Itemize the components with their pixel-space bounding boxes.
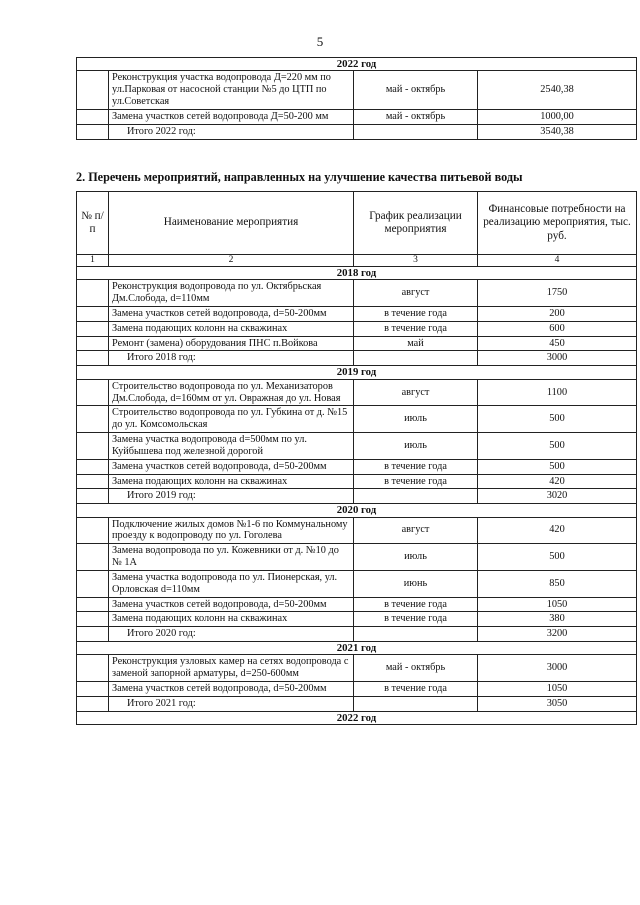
table-row bbox=[77, 321, 637, 336]
measure-name: Замена участков сетей водопровода, d=50-200мм bbox=[109, 682, 354, 697]
measure-name: Замена подающих колонн на скважинах bbox=[109, 321, 354, 336]
table-row bbox=[77, 682, 637, 697]
row-number bbox=[77, 696, 109, 711]
measure-amount: 600 bbox=[478, 321, 637, 336]
measure-amount: 500 bbox=[478, 433, 637, 460]
year-row bbox=[77, 642, 637, 655]
column-number-row bbox=[77, 255, 637, 267]
total-spacer bbox=[354, 696, 478, 711]
year-row bbox=[77, 266, 637, 279]
section-title: 2. Перечень мероприятий, направленных на улучшение качества питьевой воды bbox=[76, 170, 523, 184]
total-label: Итого 2022 год: bbox=[109, 124, 354, 139]
measure-amount: 500 bbox=[478, 406, 637, 433]
measure-period: в течение года bbox=[354, 682, 478, 697]
row-number bbox=[77, 627, 109, 642]
row-number bbox=[77, 124, 109, 139]
measure-amount: 1050 bbox=[478, 597, 637, 612]
row-number bbox=[77, 570, 109, 597]
measure-period: июль bbox=[354, 433, 478, 460]
row-number bbox=[77, 433, 109, 460]
measure-name: Замена подающих колонн на скважинах bbox=[109, 612, 354, 627]
total-value: 3050 bbox=[478, 696, 637, 711]
measure-amount: 500 bbox=[478, 459, 637, 474]
table-row bbox=[77, 71, 637, 109]
col-number: 2 bbox=[109, 255, 354, 267]
year-row bbox=[77, 711, 637, 724]
measure-period: в течение года bbox=[354, 612, 478, 627]
measure-period: август bbox=[354, 280, 478, 307]
table-row bbox=[77, 406, 637, 433]
header-amount: Финансовые потребности на реализацию мероприятия, тыс. руб. bbox=[478, 192, 637, 255]
total-spacer bbox=[354, 124, 478, 139]
row-number bbox=[77, 351, 109, 366]
measure-amount: 2540,38 bbox=[478, 71, 637, 109]
page-number: 5 bbox=[316, 34, 324, 49]
measure-name: Ремонт (замена) оборудования ПНС п.Войкова bbox=[109, 336, 354, 351]
measure-period: июнь bbox=[354, 570, 478, 597]
row-number bbox=[77, 71, 109, 109]
year-row bbox=[77, 58, 637, 71]
measure-period: май - октябрь bbox=[354, 109, 478, 124]
table-row bbox=[77, 655, 637, 682]
total-label: Итого 2020 год: bbox=[109, 627, 354, 642]
total-row bbox=[77, 627, 637, 642]
year-heading: 2022 год bbox=[77, 711, 637, 724]
measure-period: в течение года bbox=[354, 597, 478, 612]
measure-amount: 3000 bbox=[478, 655, 637, 682]
row-number bbox=[77, 459, 109, 474]
measure-period: в течение года bbox=[354, 321, 478, 336]
measure-amount: 420 bbox=[478, 517, 637, 544]
table-row bbox=[77, 459, 637, 474]
table-row bbox=[77, 597, 637, 612]
row-number bbox=[77, 612, 109, 627]
table-header-row bbox=[77, 192, 637, 255]
total-label: Итого 2018 год: bbox=[109, 351, 354, 366]
total-value: 3020 bbox=[478, 489, 637, 504]
measure-amount: 420 bbox=[478, 474, 637, 489]
measure-amount: 500 bbox=[478, 544, 637, 571]
row-number bbox=[77, 321, 109, 336]
measure-amount: 1050 bbox=[478, 682, 637, 697]
year-heading: 2019 год bbox=[77, 366, 637, 379]
col-number: 4 bbox=[478, 255, 637, 267]
total-spacer bbox=[354, 351, 478, 366]
col-number: 3 bbox=[354, 255, 478, 267]
row-number bbox=[77, 489, 109, 504]
measures-table bbox=[76, 191, 637, 725]
measure-name: Замена водопровода по ул. Кожевники от д. №10 до № 1А bbox=[109, 544, 354, 571]
year-heading: 2022 год bbox=[77, 58, 637, 71]
row-number bbox=[77, 379, 109, 406]
measure-name: Замена участков сетей водопровода, d=50-200мм bbox=[109, 597, 354, 612]
measure-period: июль bbox=[354, 406, 478, 433]
table-row bbox=[77, 433, 637, 460]
year-heading: 2021 год bbox=[77, 642, 637, 655]
total-spacer bbox=[354, 627, 478, 642]
measure-period: июль bbox=[354, 544, 478, 571]
measure-amount: 1750 bbox=[478, 280, 637, 307]
row-number bbox=[77, 474, 109, 489]
measure-amount: 1000,00 bbox=[478, 109, 637, 124]
measure-period: в течение года bbox=[354, 306, 478, 321]
col-number: 1 bbox=[77, 255, 109, 267]
row-number bbox=[77, 109, 109, 124]
measure-amount: 380 bbox=[478, 612, 637, 627]
total-row bbox=[77, 124, 637, 139]
total-spacer bbox=[354, 489, 478, 504]
measure-name: Подключение жилых домов №1-6 по Коммунальному проезду к водопроводу по ул. Гоголева bbox=[109, 517, 354, 544]
table-row bbox=[77, 570, 637, 597]
table-row bbox=[77, 280, 637, 307]
row-number bbox=[77, 517, 109, 544]
row-number bbox=[77, 655, 109, 682]
total-row bbox=[77, 489, 637, 504]
measure-name: Замена подающих колонн на скважинах bbox=[109, 474, 354, 489]
year-heading: 2018 год bbox=[77, 266, 637, 279]
measure-name: Замена участка водопровода по ул. Пионерская, ул. Орловская d=110мм bbox=[109, 570, 354, 597]
total-label: Итого 2021 год: bbox=[109, 696, 354, 711]
row-number bbox=[77, 306, 109, 321]
total-value: 3000 bbox=[478, 351, 637, 366]
measure-name: Замена участка водопровода d=500мм по ул. Куйбышева под железной дорогой bbox=[109, 433, 354, 460]
measure-period: май - октябрь bbox=[354, 655, 478, 682]
row-number bbox=[77, 406, 109, 433]
table-row bbox=[77, 544, 637, 571]
row-number bbox=[77, 682, 109, 697]
table-row bbox=[77, 306, 637, 321]
year-row bbox=[77, 504, 637, 517]
measure-amount: 1100 bbox=[478, 379, 637, 406]
table-row bbox=[77, 474, 637, 489]
row-number bbox=[77, 336, 109, 351]
measure-name: Замена участков сетей водопровода Д=50-200 мм bbox=[109, 109, 354, 124]
table-row bbox=[77, 109, 637, 124]
measure-name: Строительство водопровода по ул. Губкина от д. №15 до ул. Комсомольская bbox=[109, 406, 354, 433]
table-row bbox=[77, 336, 637, 351]
year-heading: 2020 год bbox=[77, 504, 637, 517]
row-number bbox=[77, 280, 109, 307]
measure-period: август bbox=[354, 517, 478, 544]
header-name: Наименование мероприятия bbox=[109, 192, 354, 255]
measure-name: Реконструкция участка водопровода Д=220 мм по ул.Парковая от насосной станции №5 до ЦТП по ул.Советская bbox=[109, 71, 354, 109]
row-number bbox=[77, 544, 109, 571]
table-row bbox=[77, 379, 637, 406]
measure-name: Замена участков сетей водопровода, d=50-200мм bbox=[109, 306, 354, 321]
total-value: 3200 bbox=[478, 627, 637, 642]
measure-amount: 450 bbox=[478, 336, 637, 351]
total-label: Итого 2019 год: bbox=[109, 489, 354, 504]
total-value: 3540,38 bbox=[478, 124, 637, 139]
table-row bbox=[77, 517, 637, 544]
measure-amount: 850 bbox=[478, 570, 637, 597]
continued-table bbox=[76, 57, 637, 140]
measure-name: Строительство водопровода по ул. Механизаторов Дм.Слобода, d=160мм от ул. Овражная до ул. Новая bbox=[109, 379, 354, 406]
total-row bbox=[77, 351, 637, 366]
measure-name: Реконструкция водопровода по ул. Октябрьская Дм.Слобода, d=110мм bbox=[109, 280, 354, 307]
measure-name: Замена участков сетей водопровода, d=50-200мм bbox=[109, 459, 354, 474]
row-number bbox=[77, 597, 109, 612]
total-row bbox=[77, 696, 637, 711]
measure-period: май bbox=[354, 336, 478, 351]
header-num: № п/п bbox=[77, 192, 109, 255]
header-period: График реализации мероприятия bbox=[354, 192, 478, 255]
measure-period: август bbox=[354, 379, 478, 406]
year-row bbox=[77, 366, 637, 379]
table-row bbox=[77, 612, 637, 627]
measure-period: в течение года bbox=[354, 459, 478, 474]
measure-period: май - октябрь bbox=[354, 71, 478, 109]
measure-amount: 200 bbox=[478, 306, 637, 321]
measure-name: Реконструкция узловых камер на сетях водопровода с заменой запорной арматуры, d=250-600мм bbox=[109, 655, 354, 682]
measure-period: в течение года bbox=[354, 474, 478, 489]
